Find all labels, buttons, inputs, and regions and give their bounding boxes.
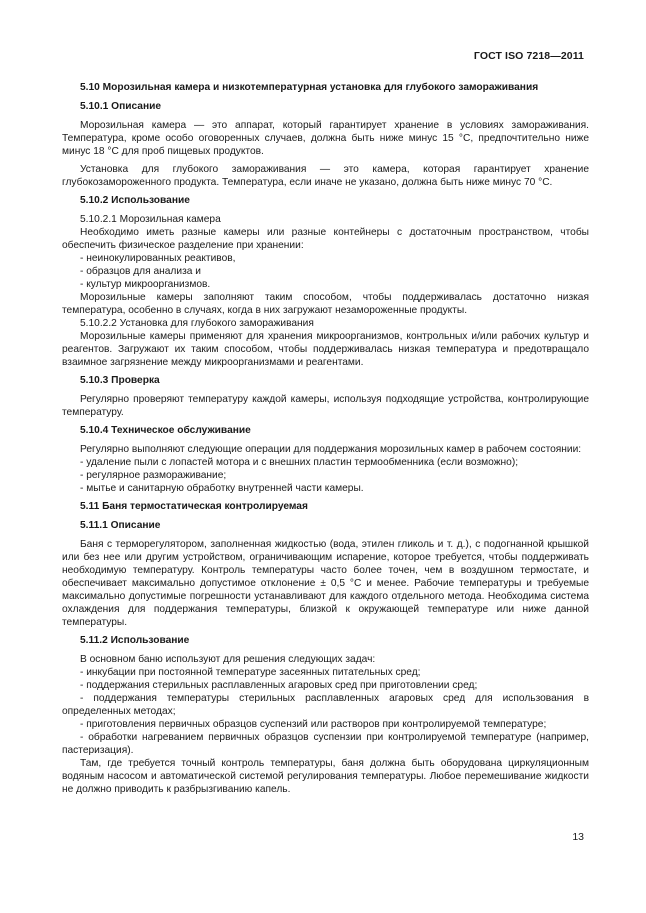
section-5-10-1-title: 5.10.1 Описание bbox=[80, 101, 162, 112]
standard-header: ГОСТ ISO 7218—2011 bbox=[473, 50, 584, 62]
list-item: - поддержания температуры стерильных расплавленных агаровых сред для использования в определенных методах; bbox=[62, 693, 589, 717]
section-5-11-2-title: 5.11.2 Использование bbox=[80, 635, 190, 646]
paragraph: Баня с терморегулятором, заполненная жидкостью (вода, этилен гликоль и т. д.), с подогнанной крышкой или без нее или другим устройством, ограничивающим испарение, которое требуется, чтобы поддерживать необходимую температуру. Контроль температуры часто более точен, чем в воздушном термостате, и обеспечивает максимально допустимое отклонение ± 0,5 °С и менее. Рабочие температуры и требуемые максимально допустимые погрешности устанавливают для каждого отдельного метода. Необходима система охлаждения для поддержания температуры, близкой к окружающей температуре или ниже данной температуры. bbox=[62, 539, 589, 628]
list bbox=[62, 252, 589, 291]
list-item: - обработки нагреванием первичных образцов суспензии при контролируемой температуре (например, пастеризация). bbox=[62, 732, 589, 756]
paragraph: В основном баню используют для решения следующих задач: bbox=[80, 654, 376, 665]
list-item: - поддержания стерильных расплавленных агаровых сред при приготовлении сред; bbox=[80, 680, 478, 691]
paragraph: Там, где требуется точный контроль температуры, баня должна быть оборудована циркуляционным водяным насосом и автоматической системой регулирования температуры. Любое перемешивание жидкости не должно приводить к разбрызгиванию капель. bbox=[62, 758, 589, 795]
paragraph: Регулярно выполняют следующие операции для поддержания морозильных камер в рабочем состоянии: bbox=[80, 444, 582, 455]
list-item: - мытье и санитарную обработку внутренней части камеры. bbox=[80, 483, 364, 494]
paragraph: Морозильные камеры заполняют таким способом, чтобы поддерживалась достаточно низкая температура, особенно в случаях, когда в них загружают незамороженные продукты. bbox=[62, 292, 589, 316]
subsection-title: 5.10.2.2 Установка для глубокого замораживания bbox=[80, 318, 314, 329]
paragraph: Морозильная камера — это аппарат, который гарантирует хранение в условиях замораживания. Температура, кроме особо оговоренных случаев, должна быть ниже минус 15 °С, предпочтительно ниже минус 18 °С для проб пищевых продуктов. bbox=[62, 120, 589, 157]
list-item: - образцов для анализа и bbox=[80, 266, 201, 277]
list-item: - неинокулированных реактивов, bbox=[80, 253, 236, 264]
list bbox=[62, 456, 589, 495]
section-5-10-4-title: 5.10.4 Техническое обслуживание bbox=[80, 425, 251, 436]
list-item: - инкубации при постоянной температуре засеянных питательных сред; bbox=[80, 667, 421, 678]
section-5-11-title: 5.11 Баня термостатическая контролируемая bbox=[80, 501, 308, 512]
section-5-11-1-title: 5.11.1 Описание bbox=[80, 520, 161, 531]
subsection-title: 5.10.2.1 Морозильная камера bbox=[80, 214, 221, 225]
list bbox=[62, 666, 589, 757]
list-item: - культур микроорганизмов. bbox=[80, 279, 211, 290]
paragraph: Установка для глубокого замораживания — это камера, которая гарантирует хранение глубокозамороженного продукта. Температура, если иначе не указано, должна быть ниже минус 70 °С. bbox=[62, 164, 589, 188]
list-item: - регулярное размораживание; bbox=[80, 470, 227, 481]
section-5-10-2-title: 5.10.2 Использование bbox=[80, 195, 190, 206]
list-item: - удаление пыли с лопастей мотора и с внешних пластин термообменника (если возможно); bbox=[80, 457, 519, 468]
paragraph: Морозильные камеры применяют для хранения микроорганизмов, контрольных и/или рабочих культур и реагентов. Загружают их таким способом, чтобы поддерживалась низкая температура и предотвращало взаимное загрязнение между микроорганизмами и реагентами. bbox=[62, 331, 589, 368]
page-content bbox=[62, 81, 589, 801]
paragraph: Необходимо иметь разные камеры или разные контейнеры с достаточным пространством, чтобы обеспечить физическое разделение при хранении: bbox=[62, 227, 589, 251]
page-number: 13 bbox=[572, 831, 584, 843]
list-item: - приготовления первичных образцов суспензий или растворов при контролируемой температуре; bbox=[80, 719, 547, 730]
section-5-10-3-title: 5.10.3 Проверка bbox=[80, 375, 160, 386]
section-5-10-title: 5.10 Морозильная камера и низкотемпературная установка для глубокого замораживания bbox=[80, 82, 539, 93]
paragraph: Регулярно проверяют температуру каждой камеры, используя подходящие устройства, контролирующие температуру. bbox=[62, 394, 589, 418]
